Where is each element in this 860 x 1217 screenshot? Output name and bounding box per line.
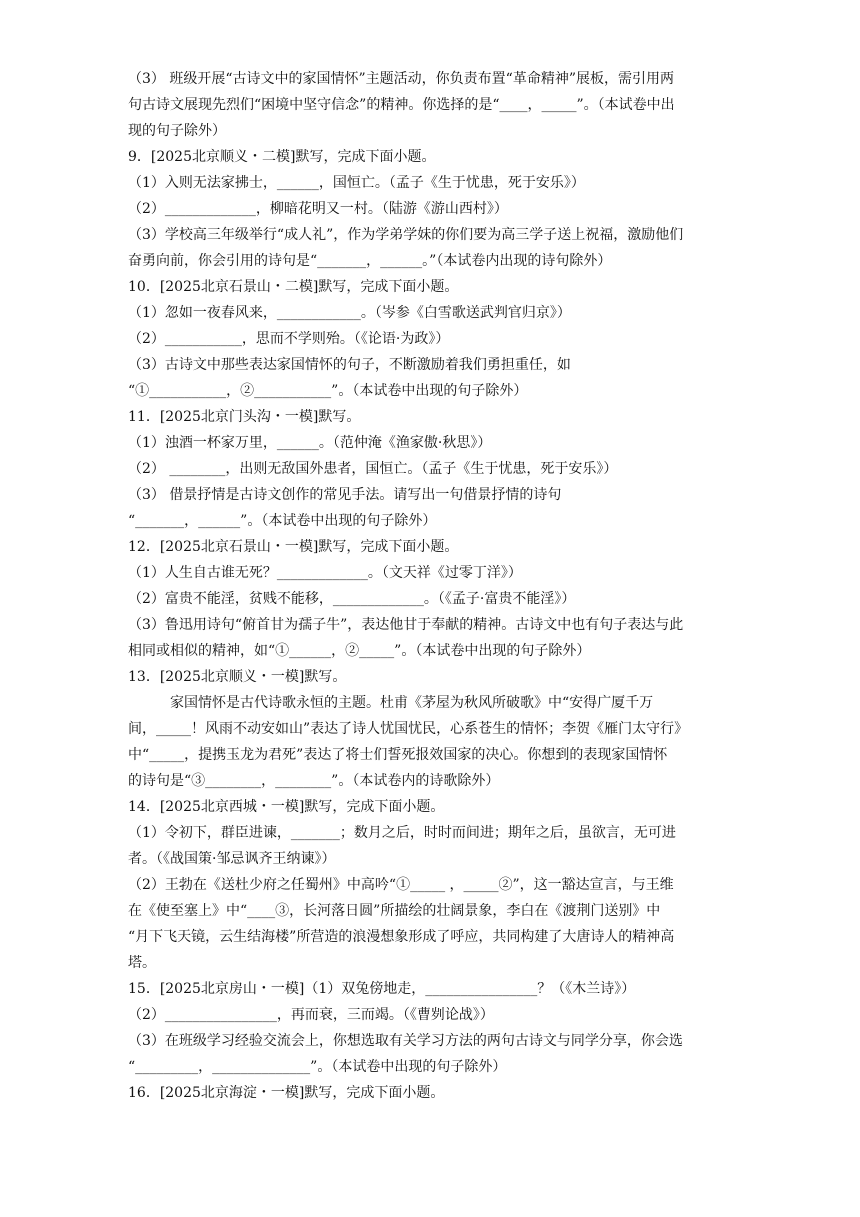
text-line: （3）学校高三年级举行“成人礼”，作为学弟学妹的你们要为高三学子送上祝福，激励他们	[128, 227, 684, 243]
text-line: 在《使至塞上》中“____③，长河落日圆”所描绘的壮阔景象，李白在《渡荆门送别》中	[128, 903, 661, 919]
question-heading: 12．[2025北京石景山・一模]默写，完成下面小题。	[128, 539, 459, 555]
text-line: （2）_____________，柳暗花明又一村。（陆游《游山西村》）	[128, 201, 508, 217]
question-heading: 10．[2025北京石景山・二模]默写，完成下面小题。	[128, 279, 459, 295]
text-line: 者。（《战国策·邹忌讽齐王纳谏》）	[128, 851, 336, 867]
question-heading: 9．[2025北京顺义・二模]默写，完成下面小题。	[128, 149, 436, 165]
text-line: （3）在班级学习经验交流会上，你想选取有关学习方法的两句古诗文与同学分享，你会选	[128, 1033, 683, 1049]
text-line: （2）________________，再而衰，三而竭。（《曹刿论战》）	[128, 1007, 494, 1023]
text-line: 塔。	[128, 955, 156, 971]
text-line: 奋勇向前，你会引用的诗句是“_______，______。”（本试卷内出现的诗句除外）	[128, 253, 612, 269]
text-line: （3） 借景抒情是古诗文创作的常见手法。请写出一句借景抒情的诗句	[128, 487, 562, 503]
text-line: （3）古诗文中那些表达家国情怀的句子，不断激励着我们勇担重任，如	[128, 357, 571, 373]
text-line: （3） 班级开展“古诗文中的家国情怀”主题活动，你负责布置“革命精神”展板，需引用两	[128, 71, 674, 87]
text-line: 相同或相似的精神，如“①______，②_____”。（本试卷中出现的句子除外）	[128, 643, 591, 659]
text-line: “①___________，②___________”。（本试卷中出现的句子除外）	[128, 383, 528, 399]
text-line: （2）___________，思而不学则殆。（《论语·为政》）	[128, 331, 450, 347]
text-line: “_________，______________”。（本试卷中出现的句子除外）	[128, 1059, 507, 1075]
text-line: （1）入则无法家拂士，______，国恒亡。（孟子《生于忧患，死于安乐》）	[128, 175, 585, 191]
text-line: （1）忽如一夜春风来，____________。（岑参《白雪歌送武判官归京》）	[128, 305, 571, 321]
text-line: 现的句子除外）	[128, 123, 226, 139]
text-line: （2）富贵不能淫，贫贱不能移，_____________。（《孟子·富贵不能淫》）	[128, 591, 576, 607]
question-heading: 13．[2025北京顺义・一模]默写。	[128, 669, 347, 685]
question-heading: 15．[2025北京房山・一模]（1）双兔傍地走，________________？（《木兰诗》）	[128, 981, 636, 997]
text-line: （1）浊酒一杯家万里，______。（范仲淹《渔家傲·秋思》）	[128, 435, 492, 451]
text-line: 句古诗文展现先烈们“困境中坚守信念”的精神。你选择的是“____，_____”。（本试卷中出	[128, 97, 675, 113]
text-line: （2） ________，出则无敌国外患者，国恒亡。（孟子《生于忧患，死于安乐》）	[128, 461, 618, 477]
text-line: （3）鲁迅用诗句“俯首甘为孺子牛”，表达他甘于奉献的精神。古诗文中也有句子表达与此	[128, 617, 684, 633]
text-line: （1）令初下，群臣进谏，_______；数月之后，时时而间进；期年之后，虽欲言，无可进	[128, 825, 676, 841]
question-heading: 11．[2025北京门头沟・一模]默写。	[128, 409, 361, 425]
paragraph-first-line: 家国情怀是古代诗歌永恒的主题。杜甫《茅屋为秋风所破歌》中“安得广厦千万	[170, 695, 654, 711]
question-heading: 16．[2025北京海淀・一模]默写，完成下面小题。	[128, 1085, 445, 1101]
text-line: （1）人生自古谁无死？_____________。（文天祥《过零丁洋》）	[128, 565, 522, 581]
text-line: “月下飞天镜，云生结海楼”所营造的浪漫想象形成了呼应，共同构建了大唐诗人的精神高	[128, 929, 675, 945]
question-heading: 14．[2025北京西城・一模]默写，完成下面小题。	[128, 799, 445, 815]
text-line: 间，_____！风雨不动安如山”表达了诗人忧国忧民，心系苍生的情怀；李贺《雁门太守行》	[128, 721, 689, 737]
document-page	[128, 66, 732, 1106]
text-line: 的诗句是“③________，________”。（本试卷内的诗歌除外）	[128, 773, 500, 789]
text-line: （2）王勃在《送杜少府之任蜀州》中高吟“①_____ ，_____②”，这一豁达宣言，与王维	[128, 877, 674, 893]
text-line: “_______，______”。（本试卷中出现的句子除外）	[128, 513, 437, 529]
text-line: 中“_____，提携玉龙为君死”表达了将士们誓死报效国家的决心。你想到的表现家国情怀	[128, 747, 668, 763]
